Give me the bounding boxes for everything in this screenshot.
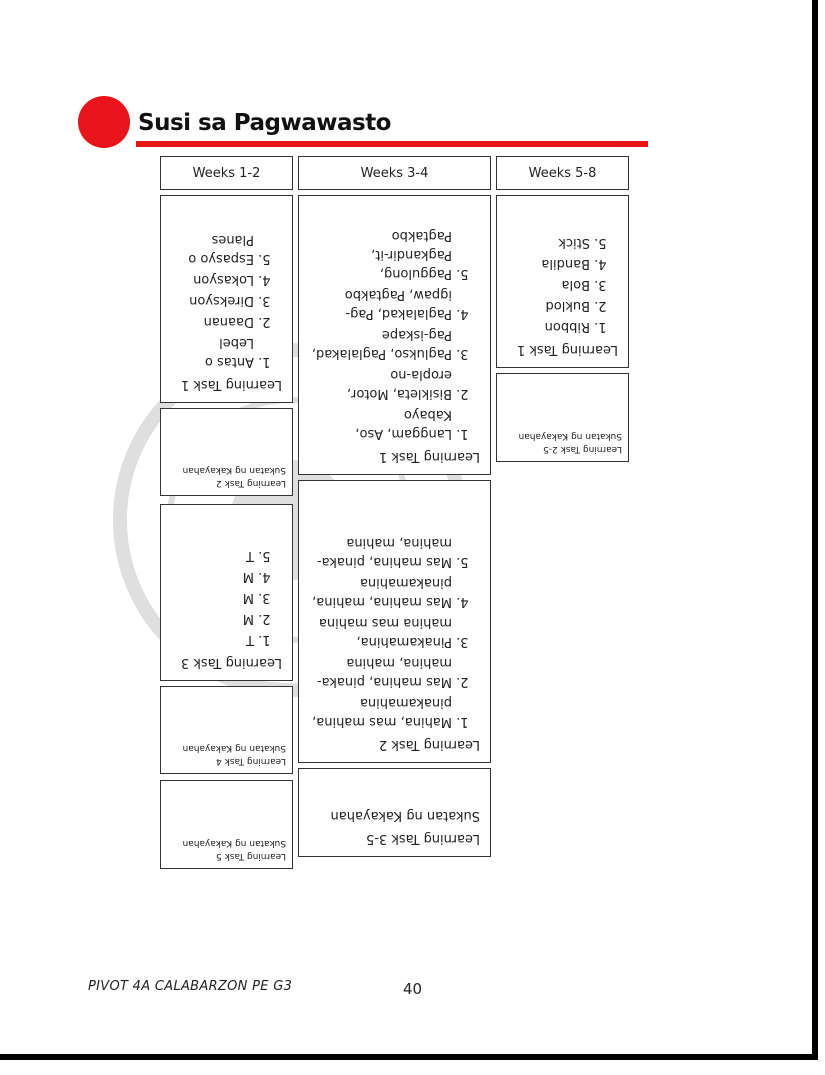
list-item: 1. Mahina, mas mahina, pinakamahina [309,693,452,731]
task-title: Learning Task 3 [180,655,282,670]
task-title: Learning Task 2 [378,737,480,752]
col1-learning-task-5 [160,780,293,869]
page-number: 40 [403,980,423,998]
task-title: Learning Task 1 [516,342,618,357]
list-item: 2. M [171,609,254,628]
col1-learning-task-2 [160,408,293,496]
list-item: 4. Lokasyon [171,270,254,289]
list-item: 5. Mas mahina, pinaka-mahina, mahina [309,533,452,571]
list-item: 1. T [171,630,254,649]
header-weeks-1-2: Weeks 1-2 [160,156,293,190]
list-item: 2. Daanan [171,312,254,331]
list-item: 2. Bisikleta, Motor, eropla-no [309,365,452,403]
list-item: 4. Bandila [507,254,590,273]
page-title: Susi sa Pagwawasto [138,110,391,136]
task-title: Learning Task 3-5 [366,831,480,846]
list-item: 1. Langgam, Aso, Kabayo [309,405,452,443]
list-item: 3. Pinakamahina, mahina mas mahina [309,613,452,651]
page-edge-bottom [0,1054,818,1060]
footer-source: PIVOT 4A CALABARZON PE G3 [88,979,293,994]
list-item: 1. Antas o Lebel [171,333,254,371]
list-item: 3. M [171,588,254,607]
task-text: Sukatan ng Kakayahan [330,808,480,823]
col2-learning-task-3-5 [298,768,491,857]
header-weeks-5-8: Weeks 5-8 [496,156,629,190]
task-title: Learning Task 2 [216,478,286,488]
col2-learning-task-1 [298,195,491,475]
list-item: 4. Paglalakad, Pag-igpaw, Pagtakbo [309,285,452,323]
task-title: Learning Task 1 [378,449,480,464]
list-item: 5. Paggulong, Pagkandir-it, Pagtakbo [309,226,452,283]
col1-learning-task-4 [160,686,293,774]
task-title: Learning Task 4 [216,756,286,766]
task-title: Learning Task 1 [180,377,282,392]
list-item: 5. Espasyo o Planes [171,230,254,268]
header-weeks-3-4: Weeks 3-4 [298,156,491,190]
task-text: Sukatan ng Kakayahan [182,838,286,848]
col2-learning-task-2 [298,480,491,763]
red-circle-icon [78,96,130,148]
col3-learning-task-2-5 [496,373,629,462]
list-item: 3. Paglukso, Paglalakad, Pag-iskape [309,325,452,363]
list-item: 4. M [171,567,254,586]
list-item: 2. Buklod [507,296,590,315]
col1-learning-task-3 [160,504,293,681]
col1-learning-task-1 [160,195,293,403]
task-text: Sukatan ng Kakayahan [182,743,286,753]
list-item: 5. T [171,546,254,565]
task-text: Sukatan ng Kakayahan [182,465,286,475]
page-edge-right [812,0,818,1060]
col3-learning-task-1 [496,195,629,368]
list-item: 4. Mas mahina, mahina, pinakamahina [309,573,452,611]
list-item: 3. Bola [507,275,590,294]
list-item: 2. Mas mahina, pinaka-mahina, mahina [309,653,452,691]
list-item: 5. Stick [507,233,590,252]
task-title: Learning Task 5 [216,851,286,861]
task-title: Learning Task 2-5 [543,444,622,454]
title-underline [136,141,648,147]
task-text: Sukatan ng Kakayahan [518,431,622,441]
list-item: 1. Ribbon [507,317,590,336]
list-item: 3. Direksyon [171,291,254,310]
